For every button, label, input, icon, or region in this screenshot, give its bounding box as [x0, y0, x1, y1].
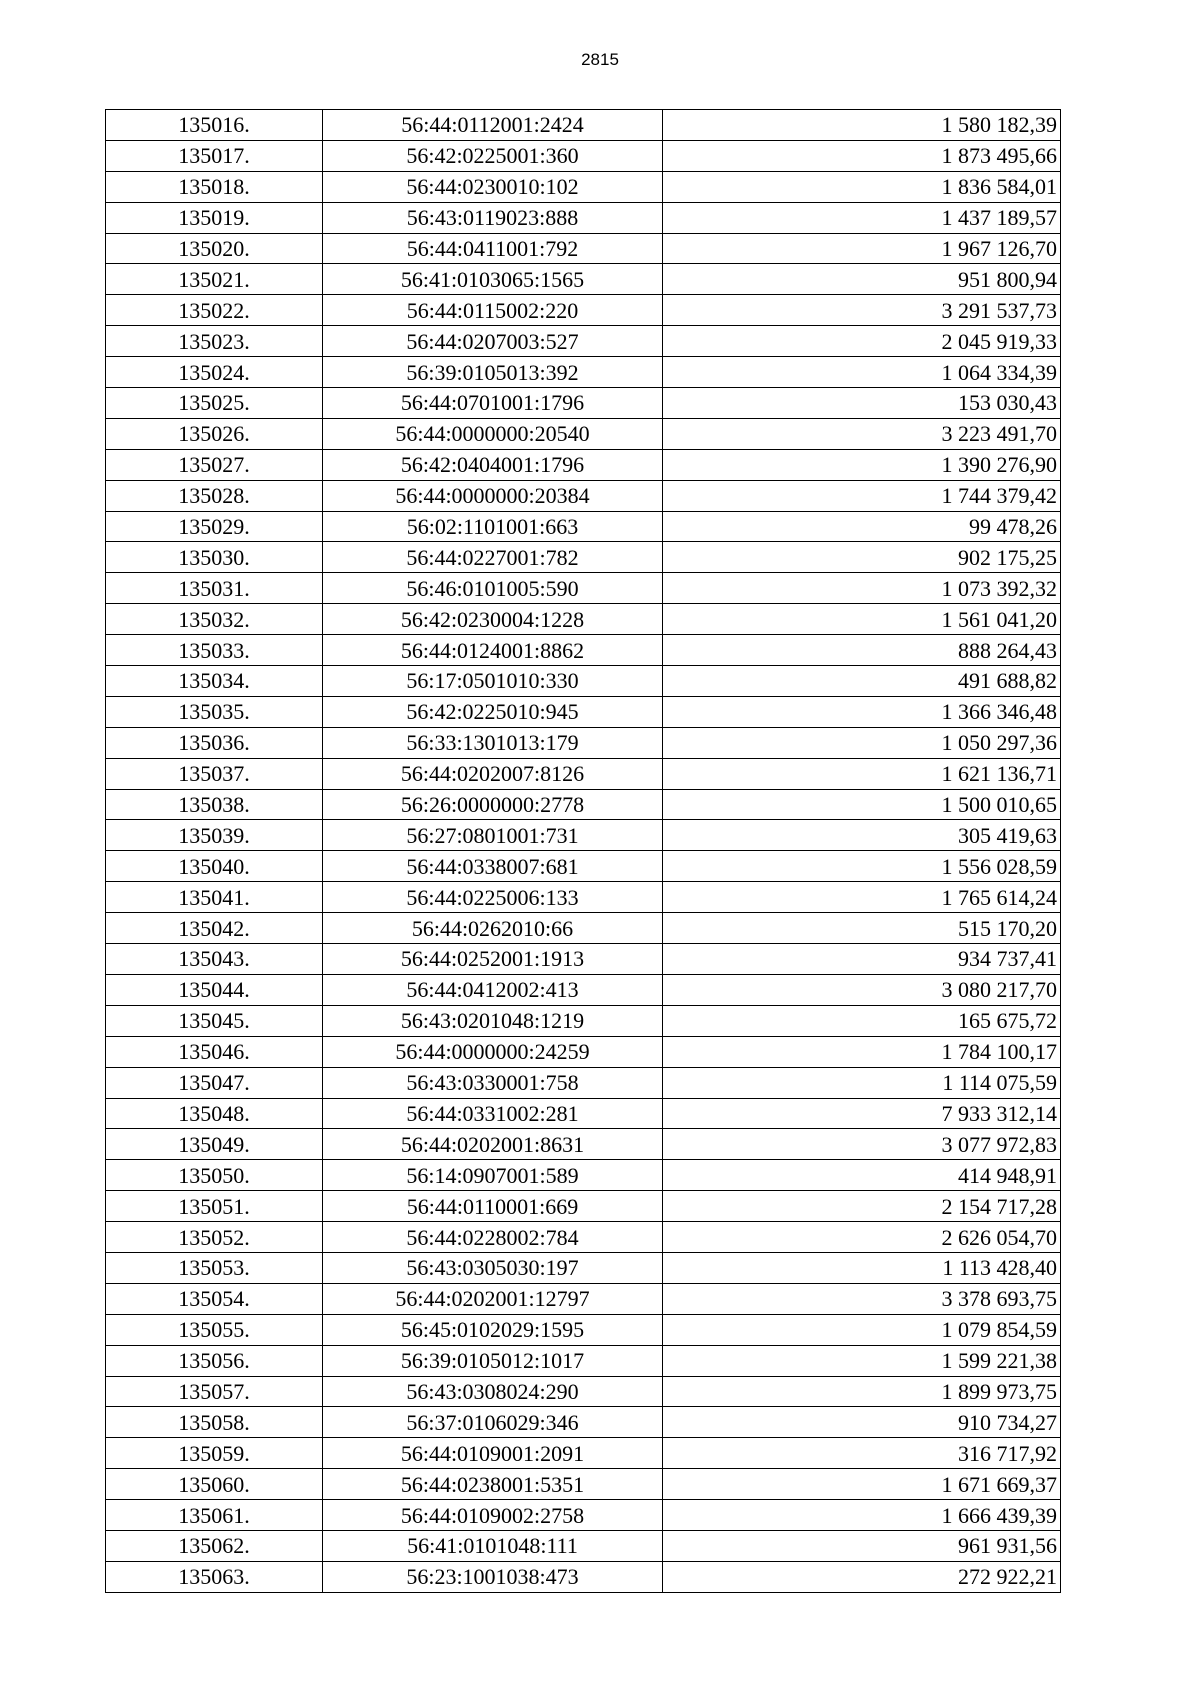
row-number-cell: 135044.	[106, 974, 323, 1005]
cadastral-number-cell: 56:44:0115002:220	[323, 295, 663, 326]
row-number-cell: 135046.	[106, 1036, 323, 1067]
row-number-cell: 135034.	[106, 666, 323, 697]
table-row	[106, 696, 1061, 727]
table-row	[106, 1036, 1061, 1067]
cadastral-value-cell: 414 948,91	[663, 1160, 1061, 1191]
table-row	[106, 1314, 1061, 1345]
cadastral-number-cell: 56:46:0101005:590	[323, 573, 663, 604]
cadastral-value-cell: 3 223 491,70	[663, 418, 1061, 449]
row-number-cell: 135031.	[106, 573, 323, 604]
table-row	[106, 573, 1061, 604]
cadastral-value-cell: 888 264,43	[663, 635, 1061, 666]
cadastral-value-cell: 1 873 495,66	[663, 140, 1061, 171]
table-row	[106, 1129, 1061, 1160]
table-row	[106, 913, 1061, 944]
row-number-cell: 135050.	[106, 1160, 323, 1191]
row-number-cell: 135018.	[106, 171, 323, 202]
cadastral-value-cell: 1 114 075,59	[663, 1067, 1061, 1098]
table-row	[106, 758, 1061, 789]
table-row	[106, 202, 1061, 233]
cadastral-value-cell: 1 561 041,20	[663, 604, 1061, 635]
table-row	[106, 1438, 1061, 1469]
cadastral-value-cell: 961 931,56	[663, 1530, 1061, 1561]
cadastral-number-cell: 56:44:0000000:24259	[323, 1036, 663, 1067]
row-number-cell: 135036.	[106, 727, 323, 758]
table-row	[106, 388, 1061, 419]
cadastral-value-cell: 1 366 346,48	[663, 696, 1061, 727]
cadastral-value-cell: 1 899 973,75	[663, 1376, 1061, 1407]
cadastral-value-cell: 1 580 182,39	[663, 110, 1061, 141]
cadastral-value-cell: 1 050 297,36	[663, 727, 1061, 758]
cadastral-value-cell: 902 175,25	[663, 542, 1061, 573]
row-number-cell: 135021.	[106, 264, 323, 295]
row-number-cell: 135049.	[106, 1129, 323, 1160]
row-number-cell: 135047.	[106, 1067, 323, 1098]
cadastral-value-cell: 305 419,63	[663, 820, 1061, 851]
cadastral-value-cell: 1 784 100,17	[663, 1036, 1061, 1067]
row-number-cell: 135024.	[106, 357, 323, 388]
cadastral-number-cell: 56:44:0262010:66	[323, 913, 663, 944]
table-row	[106, 480, 1061, 511]
cadastral-value-cell: 316 717,92	[663, 1438, 1061, 1469]
table-row	[106, 1500, 1061, 1531]
cadastral-number-cell: 56:02:1101001:663	[323, 511, 663, 542]
table-row	[106, 604, 1061, 635]
cadastral-number-cell: 56:23:1001038:473	[323, 1561, 663, 1592]
cadastral-number-cell: 56:37:0106029:346	[323, 1407, 663, 1438]
row-number-cell: 135023.	[106, 326, 323, 357]
table-row	[106, 1191, 1061, 1222]
row-number-cell: 135037.	[106, 758, 323, 789]
row-number-cell: 135019.	[106, 202, 323, 233]
cadastral-number-cell: 56:14:0907001:589	[323, 1160, 663, 1191]
table-row	[106, 1345, 1061, 1376]
cadastral-number-cell: 56:44:0701001:1796	[323, 388, 663, 419]
cadastral-number-cell: 56:41:0103065:1565	[323, 264, 663, 295]
cadastral-value-cell: 1 113 428,40	[663, 1252, 1061, 1283]
cadastral-number-cell: 56:42:0404001:1796	[323, 449, 663, 480]
cadastral-value-cell: 491 688,82	[663, 666, 1061, 697]
cadastral-value-cell: 1 621 136,71	[663, 758, 1061, 789]
row-number-cell: 135055.	[106, 1314, 323, 1345]
row-number-cell: 135027.	[106, 449, 323, 480]
cadastral-number-cell: 56:44:0228002:784	[323, 1222, 663, 1253]
table-row	[106, 1469, 1061, 1500]
row-number-cell: 135030.	[106, 542, 323, 573]
row-number-cell: 135060.	[106, 1469, 323, 1500]
cadastral-value-cell: 1 671 669,37	[663, 1469, 1061, 1500]
cadastral-value-cell: 1 500 010,65	[663, 789, 1061, 820]
row-number-cell: 135032.	[106, 604, 323, 635]
cadastral-number-cell: 56:42:0225001:360	[323, 140, 663, 171]
table-row	[106, 974, 1061, 1005]
cadastral-value-cell: 1 064 334,39	[663, 357, 1061, 388]
cadastral-value-cell: 1 666 439,39	[663, 1500, 1061, 1531]
cadastral-value-cell: 1 390 276,90	[663, 449, 1061, 480]
table-row	[106, 820, 1061, 851]
table-row	[106, 264, 1061, 295]
cadastral-value-cell: 3 291 537,73	[663, 295, 1061, 326]
table-row	[106, 789, 1061, 820]
cadastral-number-cell: 56:26:0000000:2778	[323, 789, 663, 820]
row-number-cell: 135025.	[106, 388, 323, 419]
cadastral-number-cell: 56:44:0000000:20384	[323, 480, 663, 511]
table-row	[106, 1561, 1061, 1592]
table-row	[106, 882, 1061, 913]
row-number-cell: 135039.	[106, 820, 323, 851]
table-row	[106, 140, 1061, 171]
cadastral-number-cell: 56:44:0411001:792	[323, 233, 663, 264]
cadastral-value-cell: 1 599 221,38	[663, 1345, 1061, 1376]
row-number-cell: 135058.	[106, 1407, 323, 1438]
table-row	[106, 1098, 1061, 1129]
cadastral-number-cell: 56:44:0227001:782	[323, 542, 663, 573]
cadastral-value-cell: 934 737,41	[663, 944, 1061, 975]
page-number: 2815	[581, 50, 619, 69]
table-row	[106, 418, 1061, 449]
row-number-cell: 135056.	[106, 1345, 323, 1376]
row-number-cell: 135041.	[106, 882, 323, 913]
cadastral-number-cell: 56:44:0109001:2091	[323, 1438, 663, 1469]
cadastral-value-cell: 7 933 312,14	[663, 1098, 1061, 1129]
row-number-cell: 135022.	[106, 295, 323, 326]
cadastral-value-cell: 165 675,72	[663, 1005, 1061, 1036]
cadastral-number-cell: 56:44:0000000:20540	[323, 418, 663, 449]
cadastral-value-cell: 3 378 693,75	[663, 1283, 1061, 1314]
row-number-cell: 135059.	[106, 1438, 323, 1469]
cadastral-number-cell: 56:41:0101048:111	[323, 1530, 663, 1561]
row-number-cell: 135017.	[106, 140, 323, 171]
cadastral-number-cell: 56:39:0105012:1017	[323, 1345, 663, 1376]
cadastral-number-cell: 56:43:0305030:197	[323, 1252, 663, 1283]
row-number-cell: 135048.	[106, 1098, 323, 1129]
row-number-cell: 135040.	[106, 851, 323, 882]
table-row	[106, 1376, 1061, 1407]
cadastral-value-cell: 1 079 854,59	[663, 1314, 1061, 1345]
cadastral-number-cell: 56:44:0112001:2424	[323, 110, 663, 141]
table-row	[106, 1222, 1061, 1253]
cadastral-value-cell: 1 765 614,24	[663, 882, 1061, 913]
cadastral-number-cell: 56:44:0252001:1913	[323, 944, 663, 975]
cadastral-number-cell: 56:39:0105013:392	[323, 357, 663, 388]
row-number-cell: 135061.	[106, 1500, 323, 1531]
table-row	[106, 944, 1061, 975]
table-row	[106, 171, 1061, 202]
cadastral-number-cell: 56:43:0330001:758	[323, 1067, 663, 1098]
cadastral-value-cell: 3 077 972,83	[663, 1129, 1061, 1160]
table-row	[106, 1530, 1061, 1561]
table-row	[106, 727, 1061, 758]
row-number-cell: 135026.	[106, 418, 323, 449]
table-row	[106, 542, 1061, 573]
cadastral-number-cell: 56:44:0202007:8126	[323, 758, 663, 789]
cadastral-number-cell: 56:44:0110001:669	[323, 1191, 663, 1222]
row-number-cell: 135062.	[106, 1530, 323, 1561]
cadastral-number-cell: 56:33:1301013:179	[323, 727, 663, 758]
cadastral-value-cell: 2 154 717,28	[663, 1191, 1061, 1222]
table-row	[106, 357, 1061, 388]
row-number-cell: 135045.	[106, 1005, 323, 1036]
cadastral-number-cell: 56:44:0202001:12797	[323, 1283, 663, 1314]
row-number-cell: 135029.	[106, 511, 323, 542]
cadastral-number-cell: 56:44:0225006:133	[323, 882, 663, 913]
table-row	[106, 233, 1061, 264]
table-row	[106, 1407, 1061, 1438]
row-number-cell: 135035.	[106, 696, 323, 727]
row-number-cell: 135028.	[106, 480, 323, 511]
cadastral-value-cell: 272 922,21	[663, 1561, 1061, 1592]
table-row	[106, 851, 1061, 882]
row-number-cell: 135053.	[106, 1252, 323, 1283]
cadastral-value-cell: 1 073 392,32	[663, 573, 1061, 604]
cadastral-value-cell: 99 478,26	[663, 511, 1061, 542]
table-row	[106, 1005, 1061, 1036]
cadastral-number-cell: 56:44:0338007:681	[323, 851, 663, 882]
cadastral-value-cell: 1 437 189,57	[663, 202, 1061, 233]
cadastral-number-cell: 56:43:0119023:888	[323, 202, 663, 233]
cadastral-number-cell: 56:44:0331002:281	[323, 1098, 663, 1129]
cadastral-number-cell: 56:43:0308024:290	[323, 1376, 663, 1407]
row-number-cell: 135043.	[106, 944, 323, 975]
table-row	[106, 1283, 1061, 1314]
cadastral-number-cell: 56:44:0412002:413	[323, 974, 663, 1005]
cadastral-number-cell: 56:44:0124001:8862	[323, 635, 663, 666]
row-number-cell: 135057.	[106, 1376, 323, 1407]
table-row	[106, 666, 1061, 697]
cadastral-number-cell: 56:44:0230010:102	[323, 171, 663, 202]
cadastral-number-cell: 56:17:0501010:330	[323, 666, 663, 697]
table-row	[106, 635, 1061, 666]
cadastral-number-cell: 56:27:0801001:731	[323, 820, 663, 851]
cadastral-number-cell: 56:44:0202001:8631	[323, 1129, 663, 1160]
table-row	[106, 1160, 1061, 1191]
table-row	[106, 110, 1061, 141]
cadastral-value-cell: 1 744 379,42	[663, 480, 1061, 511]
cadastral-number-cell: 56:44:0207003:527	[323, 326, 663, 357]
cadastral-number-cell: 56:44:0109002:2758	[323, 1500, 663, 1531]
row-number-cell: 135038.	[106, 789, 323, 820]
cadastral-number-cell: 56:42:0225010:945	[323, 696, 663, 727]
table-row	[106, 449, 1061, 480]
cadastral-number-cell: 56:43:0201048:1219	[323, 1005, 663, 1036]
cadastral-value-table	[105, 109, 1061, 1593]
cadastral-value-cell: 2 626 054,70	[663, 1222, 1061, 1253]
table-row	[106, 1252, 1061, 1283]
row-number-cell: 135042.	[106, 913, 323, 944]
row-number-cell: 135020.	[106, 233, 323, 264]
table-row	[106, 511, 1061, 542]
cadastral-value-cell: 1 556 028,59	[663, 851, 1061, 882]
row-number-cell: 135051.	[106, 1191, 323, 1222]
table-body	[106, 110, 1061, 1593]
table-row	[106, 1067, 1061, 1098]
cadastral-number-cell: 56:44:0238001:5351	[323, 1469, 663, 1500]
row-number-cell: 135033.	[106, 635, 323, 666]
cadastral-value-cell: 951 800,94	[663, 264, 1061, 295]
cadastral-value-cell: 153 030,43	[663, 388, 1061, 419]
table-row	[106, 295, 1061, 326]
cadastral-value-cell: 2 045 919,33	[663, 326, 1061, 357]
row-number-cell: 135052.	[106, 1222, 323, 1253]
cadastral-number-cell: 56:42:0230004:1228	[323, 604, 663, 635]
cadastral-value-cell: 515 170,20	[663, 913, 1061, 944]
cadastral-value-cell: 1 967 126,70	[663, 233, 1061, 264]
row-number-cell: 135016.	[106, 110, 323, 141]
row-number-cell: 135063.	[106, 1561, 323, 1592]
cadastral-number-cell: 56:45:0102029:1595	[323, 1314, 663, 1345]
cadastral-value-cell: 910 734,27	[663, 1407, 1061, 1438]
cadastral-value-cell: 3 080 217,70	[663, 974, 1061, 1005]
table-row	[106, 326, 1061, 357]
row-number-cell: 135054.	[106, 1283, 323, 1314]
cadastral-value-cell: 1 836 584,01	[663, 171, 1061, 202]
